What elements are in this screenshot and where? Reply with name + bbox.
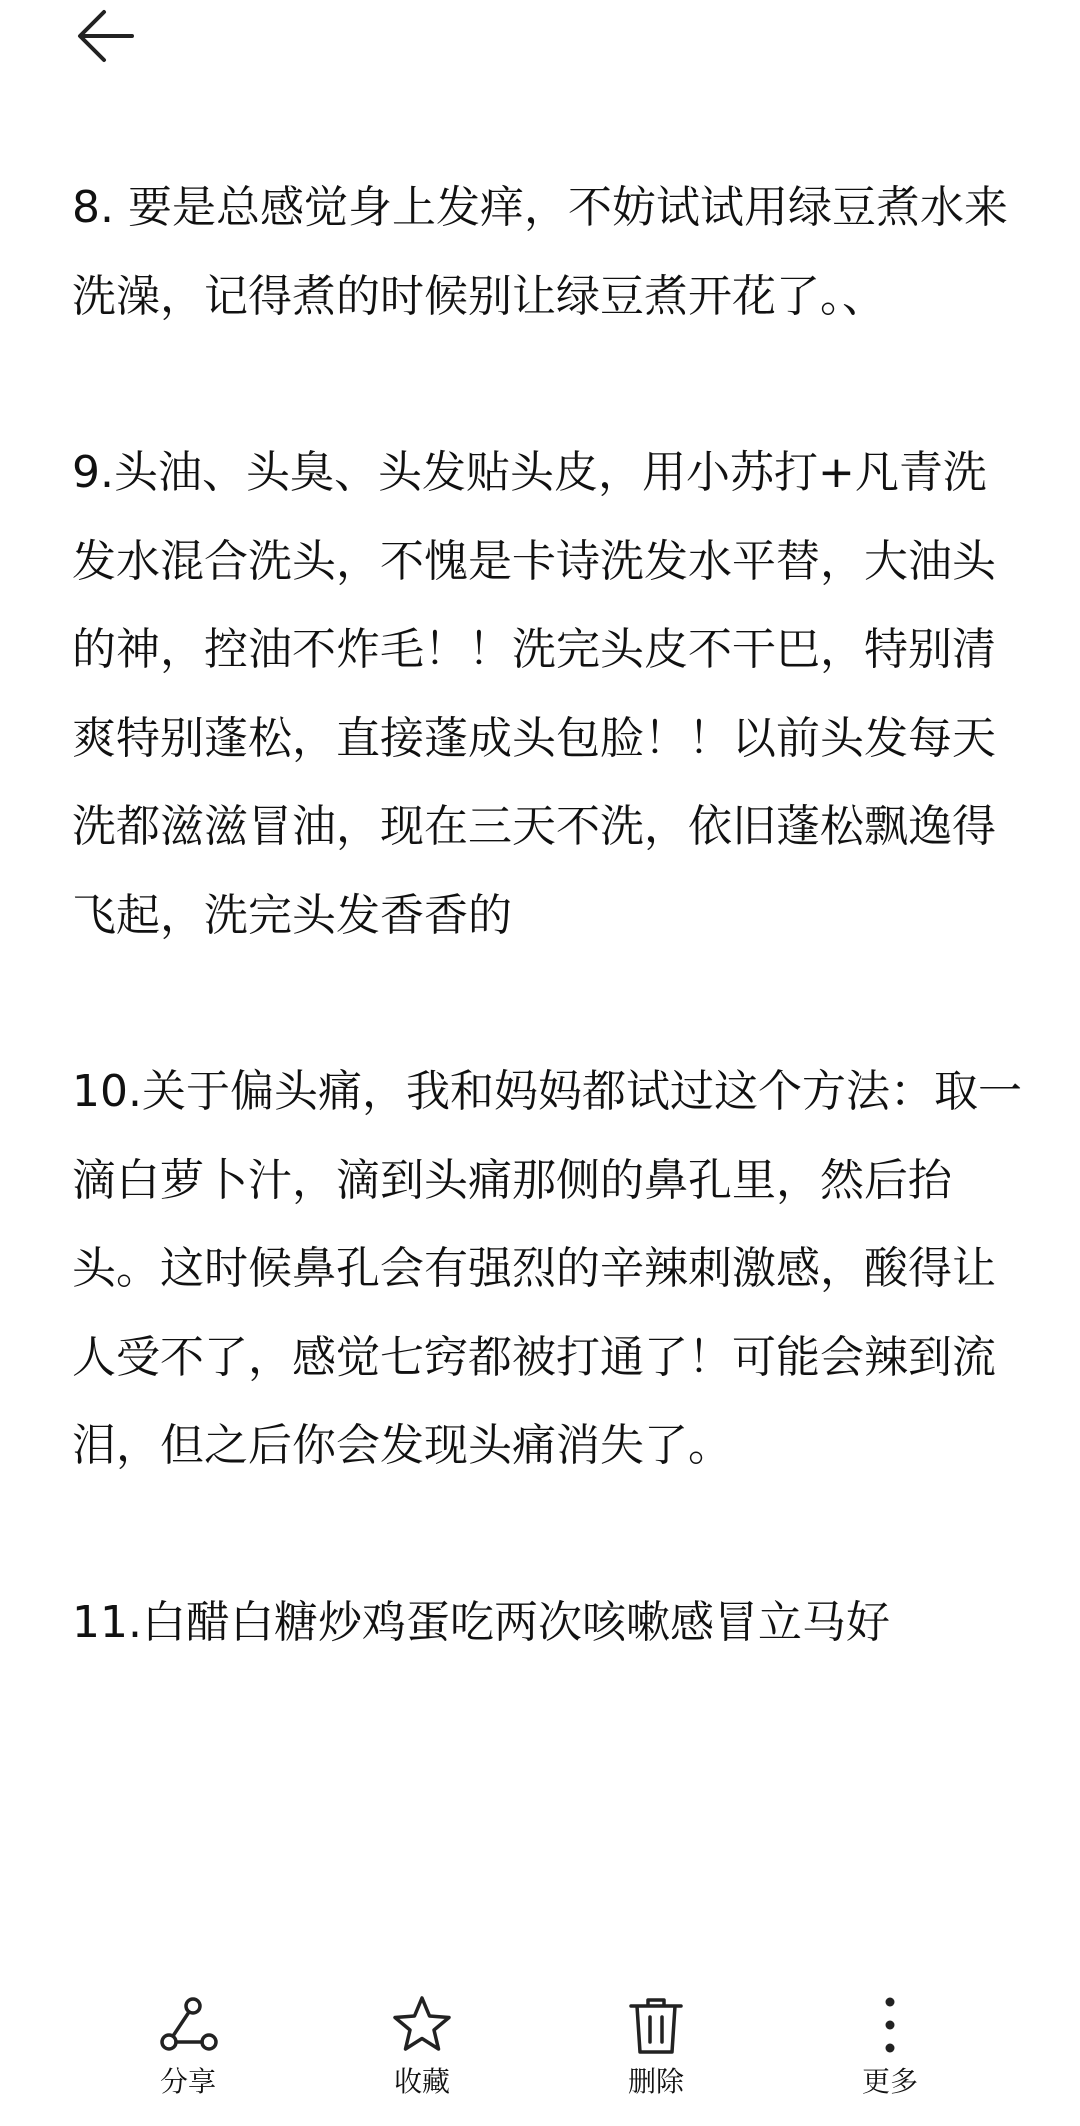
- trash-icon: [621, 1990, 691, 2060]
- favorite-button[interactable]: [352, 1980, 492, 2120]
- paragraph: 11.白醋白糖炒鸡蛋吃两次咳嗽感冒立马好: [72, 1596, 890, 1648]
- article-content: [72, 164, 1022, 1755]
- more-vertical-icon: [855, 1990, 925, 2060]
- share-icon: [153, 1990, 223, 2060]
- bottom-toolbar: [0, 1980, 1080, 2126]
- back-button[interactable]: [70, 0, 146, 76]
- paragraph: 8. 要是总感觉身上发痒，不妨试试用绿豆煮水来洗澡，记得煮的时候别让绿豆煮开花了。、: [72, 182, 1008, 322]
- favorite-label: 收藏: [393, 2065, 450, 2098]
- top-bar: [0, 0, 1080, 90]
- delete-button[interactable]: [586, 1980, 726, 2120]
- delete-label: 删除: [627, 2065, 684, 2098]
- arrow-left-icon: [70, 0, 146, 76]
- star-icon: [387, 1990, 457, 2060]
- paragraph: 9.头油、头臭、头发贴头皮，用小苏打+凡青洗发水混合洗头，不愧是卡诗洗发水平替，大油头的神，控油不炸毛！！洗完头皮不干巴，特别清爽特别蓬松，直接蓬成头包脸！！以前头发每天洗都滋滋冒油，现在三天不洗，依旧蓬松飘逸得飞起，洗完头发香香的: [72, 447, 996, 941]
- more-button[interactable]: [820, 1980, 960, 2120]
- share-label: 分享: [159, 2065, 216, 2098]
- paragraph: 10.关于偏头痛，我和妈妈都试过这个方法：取一滴白萝卜汁，滴到头痛那侧的鼻孔里，然后抬头。这时候鼻孔会有强烈的辛辣刺激感，酸得让人受不了，感觉七窍都被打通了！可能会辣到流泪，但之后你会发现头痛消失了。: [72, 1066, 1022, 1471]
- more-label: 更多: [861, 2065, 918, 2098]
- share-button[interactable]: [118, 1980, 258, 2120]
